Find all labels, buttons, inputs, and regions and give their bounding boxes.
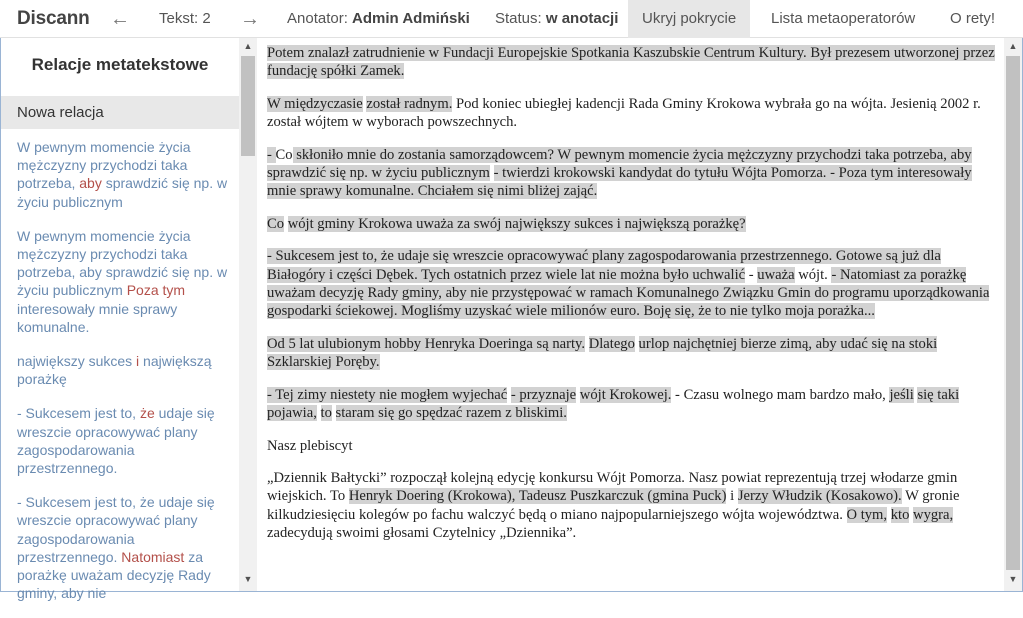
scroll-down-arrow-icon[interactable]: ▼ — [243, 574, 253, 584]
annotated-segment[interactable]: Co — [267, 215, 285, 232]
annotated-segment[interactable]: Jerzy Włudzik (Kosakowo). — [737, 488, 902, 505]
sidebar-scrollbar-thumb[interactable] — [241, 56, 255, 156]
document-paragraph — [267, 437, 997, 455]
annotated-segment[interactable]: Henryk Doering (Krokowa), Tadeusz Puszkarczuk (gmina Puck) — [348, 488, 727, 505]
relation-text: W pewnym momencie życia mężczyzny przychodzi taka potrzeba, aby sprawdzić się np. w życiu publicznym — [17, 227, 228, 299]
document-paragraph — [267, 386, 997, 423]
text-segment: Nasz plebiscyt — [267, 437, 353, 454]
text-segment — [490, 165, 494, 181]
relation-text: największy sukces — [17, 353, 137, 370]
scroll-up-arrow-icon[interactable]: ▲ — [1008, 41, 1018, 51]
annotated-segment[interactable]: jeśli — [889, 386, 914, 403]
document-paragraph — [267, 95, 997, 132]
document-paragraph — [267, 215, 997, 233]
annotated-segment[interactable]: urlop najchętniej bierze zimą, aby udać się na stoki Szklarskiej Poręby. — [267, 335, 938, 371]
status-value: w anotacji — [545, 10, 619, 27]
relation-text: sprawdzić się np. w życiu publicznym — [17, 175, 228, 210]
annotated-segment[interactable]: staram się go spędzać razem z bliskimi. — [335, 405, 567, 422]
text-counter: Tekst: 2 — [159, 10, 211, 27]
text-segment: zadecydują swoimi głosami Czytelnicy „Dziennika”. — [267, 525, 577, 542]
prev-text-arrow-icon[interactable]: ← — [110, 8, 130, 30]
next-text-arrow-icon[interactable]: → — [240, 8, 260, 30]
text-segment — [332, 405, 336, 421]
annotated-segment[interactable]: Od 5 lat ulubionym hobby Henryka Doeringa są narty. — [267, 335, 586, 352]
top-navigation-bar — [0, 0, 1023, 38]
text-segment: wójt. — [794, 266, 832, 283]
annotated-segment[interactable]: - twierdzi — [493, 165, 550, 182]
annotated-segment[interactable]: wójt gminy Krokowa uważa za swój największy sukces i największą porażkę? — [287, 215, 746, 232]
document-scrollbar[interactable] — [1004, 38, 1022, 591]
annotated-segment[interactable]: Dlatego — [588, 335, 635, 352]
relation-text: udaje się wreszcie opracowywać plany zagospodarowania przestrzennego. — [17, 405, 215, 477]
relation-operator: i — [136, 353, 140, 370]
app-brand[interactable]: Discann — [17, 8, 90, 29]
document-paragraph — [267, 247, 997, 321]
sidebar-title: Relacje metatekstowe — [31, 55, 209, 74]
relation-text: interesowały mnie sprawy komunalne. — [17, 300, 178, 335]
relation-text: - Sukcesem jest to, że udaje się wreszcie opracowywać plany zagospodarowania przestrzennego. — [17, 494, 215, 565]
scroll-down-arrow-icon[interactable]: ▼ — [1008, 574, 1018, 584]
relation-operator: że — [139, 405, 155, 422]
annotated-segment[interactable]: Potem znalazł zatrudnienie w Fundacji Europejskie Spotkania Kaszubskie Centrum Kultury. Był prezesem utworzonej przez fundację spółki Zamek. — [267, 45, 995, 80]
relation-text: za porażkę uważam decyzję Rady gminy, aby nie — [17, 548, 211, 602]
document-scrollbar-thumb[interactable] — [1006, 56, 1020, 570]
annotated-segment[interactable]: wygra, — [913, 506, 954, 523]
annotated-segment[interactable]: O tym, — [846, 506, 888, 523]
text-segment: W gronie kilkudziesięciu kolegów po fachu walczyć będą o miano najpopularniejszego wójta województwa. — [267, 488, 960, 523]
text-segment: Pod koniec ubiegłej kadencji Rada Gminy Krokowa wybrała go na wójta. Jesienią 2002 r. został wójtem w wyborach powszechnych. — [267, 95, 981, 131]
text-segment — [317, 405, 321, 421]
status-info — [495, 0, 618, 38]
annotator-label: Anotator: — [287, 10, 348, 27]
annotated-segment[interactable]: wójt Krokowej. — [579, 386, 672, 403]
relation-text: największą porażkę — [17, 353, 212, 388]
relation-text: - Sukcesem jest to, — [17, 405, 140, 422]
relation-item[interactable] — [17, 404, 229, 477]
annotated-segment[interactable]: to — [320, 405, 332, 422]
text-segment: „Dziennik Bałtycki” rozpoczął kolejną edycję konkursu Wójt Pomorza. Nasz powiat reprezentują trzej włodarze gmin wiejskich. To — [267, 469, 958, 505]
annotated-segment[interactable]: się taki pojawia, — [267, 386, 960, 422]
relations-list — [17, 138, 229, 618]
annotated-segment[interactable]: został radnym. — [366, 95, 453, 112]
document-paragraph — [267, 146, 997, 201]
document-paragraph — [267, 335, 997, 372]
relations-sidebar — [1, 38, 239, 602]
annotated-segment[interactable]: krokowski kandydat do tytułu Wójta Pomorza. — [549, 165, 831, 182]
text-segment: - Czasu wolnego mam bardzo mało, — [671, 386, 890, 403]
relation-text: W pewnym momencie życia mężczyzny przychodzi taka potrzeba, — [17, 139, 191, 192]
status-label: Status: — [495, 10, 542, 27]
relation-item[interactable] — [17, 352, 229, 388]
new-relation-button[interactable]: Nowa relacja — [1, 96, 239, 129]
annotated-segment[interactable]: - Poza tym interesowały mnie sprawy komunalne. Chciałem się nimi bliżej zająć. — [267, 165, 972, 200]
document-text — [267, 44, 997, 557]
relation-operator: Natomiast — [121, 548, 185, 565]
annotator-name: Admin Admiński — [352, 10, 470, 27]
document-text-panel — [259, 38, 1004, 591]
metaoperators-list-link[interactable]: Lista metaoperatorów — [771, 10, 916, 27]
annotated-segment[interactable]: skłoniło mnie do zostania samorządowcem? W pewnym momencie życia mężczyzny przychodzi taka potrzeba, aby sprawdzić się np. w życiu publicznym — [267, 146, 972, 182]
relation-operator: aby — [79, 175, 102, 192]
document-paragraph — [267, 469, 997, 543]
annotated-segment[interactable]: - Tej zimy niestety nie mogłem wyjechać — [267, 386, 508, 403]
scroll-up-arrow-icon[interactable]: ▲ — [243, 41, 253, 51]
annotated-segment[interactable]: kto — [890, 506, 910, 523]
annotated-segment[interactable]: - Sukcesem jest to, że udaje się wreszcie opracowywać plany zagospodarowania przestrzennego. Gotowe są już dla Białogóry i części Dębek. Tych ostatnich przez wiele lat nie można było uchwalić — [267, 248, 941, 283]
hide-coverage-button[interactable]: Ukryj pokrycie — [628, 0, 750, 38]
annotated-segment[interactable]: W międzyczasie — [267, 95, 363, 112]
annotated-segment[interactable]: - — [267, 146, 276, 163]
about-link[interactable]: O rety! — [950, 10, 996, 27]
relation-operator: Poza tym — [126, 282, 186, 299]
annotated-segment[interactable]: - przyznaje — [510, 386, 577, 403]
document-paragraph — [267, 44, 997, 81]
annotated-segment[interactable]: - Natomiast za porażkę uważam decyzję Rady gminy, aby nie przystępować w ramach Komunalnego Związku Gmin do programu uporządkowania gospodarki ściekowej. Mogliśmy uzyskać wiele milionów euro. Boję się, że to nie tylko moja porażka... — [267, 266, 990, 320]
annotated-segment[interactable]: uważa — [757, 266, 795, 283]
text-segment: Co — [275, 146, 293, 163]
relation-item[interactable] — [17, 138, 229, 211]
text-segment: i — [726, 488, 738, 505]
relation-item[interactable] — [17, 227, 229, 336]
workspace — [0, 38, 1023, 602]
text-segment — [635, 336, 639, 352]
relation-item[interactable] — [17, 493, 229, 602]
annotator-info — [287, 0, 470, 38]
text-segment: - — [745, 266, 758, 283]
sidebar-scrollbar[interactable] — [239, 38, 257, 591]
